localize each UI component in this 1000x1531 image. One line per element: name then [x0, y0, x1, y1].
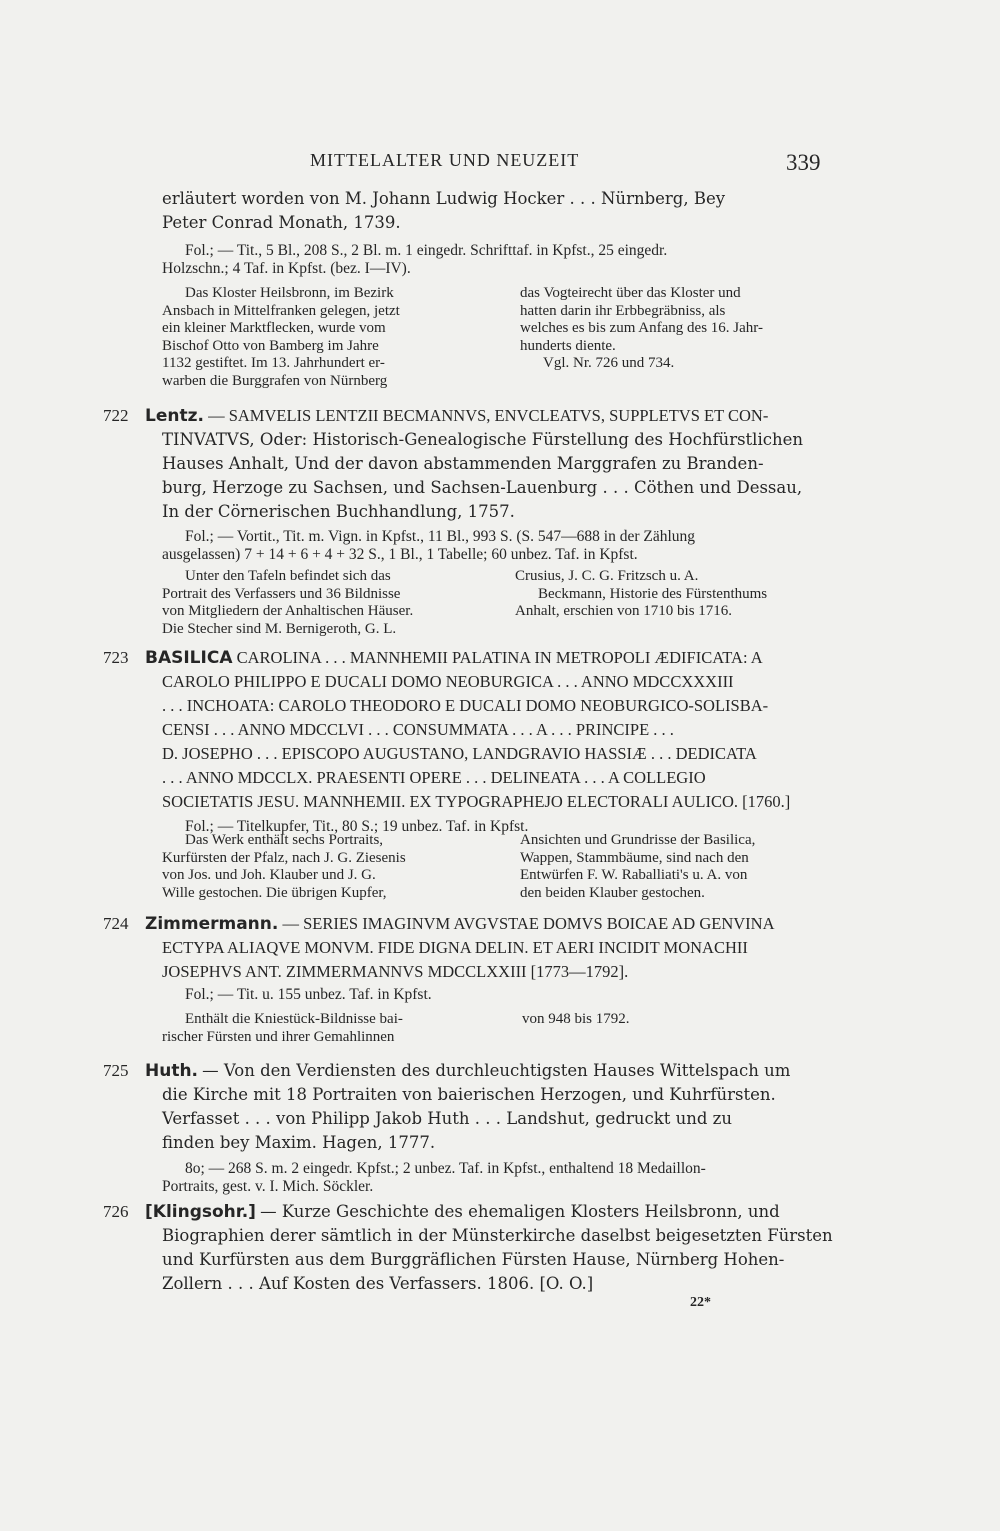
entry-note-left — [162, 568, 495, 638]
signature-mark: 22* — [690, 1295, 711, 1310]
note-line: Ansichten und Grundrisse der Basilica, — [520, 832, 756, 848]
entry-note-right — [515, 568, 825, 621]
running-title: MITTELALTER UND NEUZEIT — [310, 150, 580, 170]
entry-number: 723 — [103, 648, 129, 667]
entry-title-text: — Von den Verdiensten des durchleuchtigsten Hauses Wittelspach um — [202, 1061, 791, 1080]
entry-title-line: Zollern . . . Auf Kosten des Verfassers. 1806. [O. O.] — [162, 1274, 594, 1293]
note-line: hunderts diente. — [520, 337, 616, 354]
note-line: Unter den Tafeln befindet sich das — [185, 568, 391, 584]
note-line: ein kleiner Marktflecken, wurde vom — [162, 320, 386, 336]
entry-title-line — [145, 912, 775, 936]
entry-note-left — [162, 1011, 495, 1046]
entry-title-line — [145, 1200, 780, 1224]
note-line: Ansbach in Mittelfranken gelegen, jetzt — [162, 302, 400, 319]
note-line: Vgl. Nr. 726 und 734. — [543, 355, 675, 371]
note-line: Wappen, Stammbäume, sind nach den — [520, 849, 749, 866]
note-line: Wille gestochen. Die übrigen Kupfer, — [162, 884, 387, 901]
entry-title-text: — SERIES IMAGINVM AVGVSTAE DOMVS BOICAE AD GENVINA — [282, 914, 775, 933]
entry-title-line: die Kirche mit 18 Portraiten von baierischen Herzogen, und Kuhrfürsten. — [162, 1085, 776, 1104]
entry-number: 722 — [103, 406, 129, 425]
entry-title-line: In der Cörnerischen Buchhandlung, 1757. — [162, 502, 515, 521]
entry-author: Huth. — [145, 1061, 199, 1081]
entry-bibliography — [185, 986, 825, 1004]
note-line: Kurfürsten der Pfalz, nach J. G. Ziesenis — [162, 849, 406, 866]
entry-title-line: . . . INCHOATA: CAROLO THEODORO E DUCALI DOMO NEOBURGICO-SOLISBA- — [162, 696, 769, 715]
bibliography-line: Fol.; — Tit., 5 Bl., 208 S., 2 Bl. m. 1 eingedr. Schrifttaf. in Kpfst., 25 eingedr. — [185, 242, 668, 259]
bibliography-line: Holzschn.; 4 Taf. in Kpfst. (bez. I—IV). — [162, 260, 411, 277]
entry-title-line: TINVATVS, Oder: Historisch-Genealogische Fürstellung des Hochfürstlichen — [162, 430, 803, 449]
entry-title-text: CAROLINA . . . MANNHEMII PALATINA IN METROPOLI ÆDIFICATA: A — [236, 648, 763, 667]
intro-note-right — [520, 285, 820, 373]
entry-title-line: CENSI . . . ANNO MDCCLVI . . . CONSUMMATA . . . A . . . PRINCIPE . . . — [162, 720, 674, 739]
entry-title-line: burg, Herzoge zu Sachsen, und Sachsen-Lauenburg . . . Cöthen und Dessau, — [162, 478, 803, 497]
entry-title-line: Hauses Anhalt, Und der davon abstammenden Marggrafen zu Branden- — [162, 454, 764, 473]
note-line: den beiden Klauber gestochen. — [520, 884, 705, 901]
note-line: von Jos. und Joh. Klauber und J. G. — [162, 867, 376, 883]
note-line: Crusius, J. C. G. Fritzsch u. A. — [515, 568, 699, 584]
entry-title-line: CAROLO PHILIPPO E DUCALI DOMO NEOBURGICA . . . ANNO MDCCXXXIII — [162, 672, 734, 691]
intro-bibliography — [162, 242, 825, 278]
entry-title-text: — Kurze Geschichte des ehemaligen Klosters Heilsbronn, und — [260, 1202, 780, 1221]
intro-title-line: erläutert worden von M. Johann Ludwig Hocker . . . Nürnberg, Bey — [162, 189, 726, 208]
note-line: Entwürfen F. W. Raballiati's u. A. von — [520, 867, 748, 883]
entry-title-line: SOCIETATIS JESU. MANNHEMII. EX TYPOGRAPHEJO ELECTORALI AULICO. [1760.] — [162, 792, 791, 811]
bibliography-line: Portraits, gest. v. I. Mich. Söckler. — [162, 1178, 374, 1195]
entry-bibliography — [162, 1160, 825, 1196]
page-number: 339 — [786, 150, 821, 175]
bibliography-line: Fol.; — Tit. u. 155 unbez. Taf. in Kpfst. — [185, 986, 432, 1003]
note-line: 1132 gestiftet. Im 13. Jahrhundert er- — [162, 355, 385, 371]
entry-number: 724 — [103, 914, 129, 933]
note-line: von Mitgliedern der Anhaltischen Häuser. — [162, 603, 414, 619]
intro-note-left — [162, 285, 495, 390]
intro-title-line: Peter Conrad Monath, 1739. — [162, 213, 401, 232]
note-line: welches es bis zum Anfang des 16. Jahr- — [520, 320, 763, 336]
entry-title-line — [145, 646, 763, 670]
entry-note-right — [522, 1011, 822, 1029]
entry-bibliography — [162, 528, 825, 564]
note-line: das Vogteirecht über das Kloster und — [520, 285, 741, 301]
bibliography-line: 8o; — 268 S. m. 2 eingedr. Kpfst.; 2 unbez. Taf. in Kpfst., enthaltend 18 Medaillon- — [185, 1160, 706, 1177]
note-line: Die Stecher sind M. Bernigeroth, G. L. — [162, 620, 397, 637]
entry-author: Zimmermann. — [145, 914, 279, 934]
entry-title-line: und Kurfürsten aus dem Burggräflichen Fürsten Hause, Nürnberg Hohen- — [162, 1250, 785, 1269]
entry-title-line: Biographien derer sämtlich in der Münsterkirche daselbst beigesetzten Fürsten — [162, 1226, 833, 1245]
note-line: Beckmann, Historie des Fürstenthums — [538, 585, 768, 602]
entry-title-text: — SAMVELIS LENTZII BECMANNVS, ENVCLEATVS, SUPPLETVS ET CON- — [208, 406, 769, 425]
entry-author: BASILICA — [145, 648, 233, 668]
entry-title-line — [145, 404, 768, 428]
entry-note-right — [520, 832, 820, 902]
bibliography-line: ausgelassen) 7 + 14 + 6 + 4 + 32 S., 1 Bl., 1 Tabelle; 60 unbez. Taf. in Kpfst. — [162, 546, 638, 563]
note-line: von 948 bis 1792. — [522, 1011, 630, 1027]
entry-title-line: Verfasset . . . von Philipp Jakob Huth . . . Landshut, gedruckt und zu — [162, 1109, 732, 1128]
note-line: Enthält die Kniestück-Bildnisse bai- — [185, 1011, 403, 1027]
entry-number: 725 — [103, 1061, 129, 1080]
entry-author: [Klingsohr.] — [145, 1202, 256, 1222]
entry-title-line: finden bey Maxim. Hagen, 1777. — [162, 1133, 436, 1152]
note-line: Anhalt, erschien von 1710 bis 1716. — [515, 603, 733, 619]
note-line: hatten darin ihr Erbbegräbniss, als — [520, 302, 726, 319]
entry-title-line: D. JOSEPHO . . . EPISCOPO AUGUSTANO, LANDGRAVIO HASSIÆ . . . DEDICATA — [162, 744, 757, 763]
note-line: Portrait des Verfassers und 36 Bildnisse — [162, 585, 401, 602]
note-line: warben die Burggrafen von Nürnberg — [162, 372, 388, 389]
entry-title-line: JOSEPHVS ANT. ZIMMERMANNVS MDCCLXXIII [1773—1792]. — [162, 962, 629, 981]
note-line: rischer Fürsten und ihrer Gemahlinnen — [162, 1028, 395, 1045]
entry-note-left — [162, 832, 495, 902]
note-line: Das Werk enthält sechs Portraits, — [185, 832, 384, 848]
entry-author: Lentz. — [145, 406, 204, 426]
entry-title-line: ECTYPA ALIAQVE MONVM. FIDE DIGNA DELIN. ET AERI INCIDIT MONACHII — [162, 938, 748, 957]
note-line: Das Kloster Heilsbronn, im Bezirk — [185, 285, 394, 301]
note-line: Bischof Otto von Bamberg im Jahre — [162, 337, 379, 354]
bibliography-line: Fol.; — Vortit., Tit. m. Vign. in Kpfst., 11 Bl., 993 S. (S. 547—688 in der Zählung — [185, 528, 696, 545]
entry-number: 726 — [103, 1202, 129, 1221]
bibliography-line: Fol.; — Titelkupfer, Tit., 80 S.; 19 unbez. Taf. in Kpfst. — [185, 818, 529, 835]
entry-title-line — [145, 1059, 790, 1083]
entry-title-line: . . . ANNO MDCCLX. PRAESENTI OPERE . . . DELINEATA . . . A COLLEGIO — [162, 768, 706, 787]
